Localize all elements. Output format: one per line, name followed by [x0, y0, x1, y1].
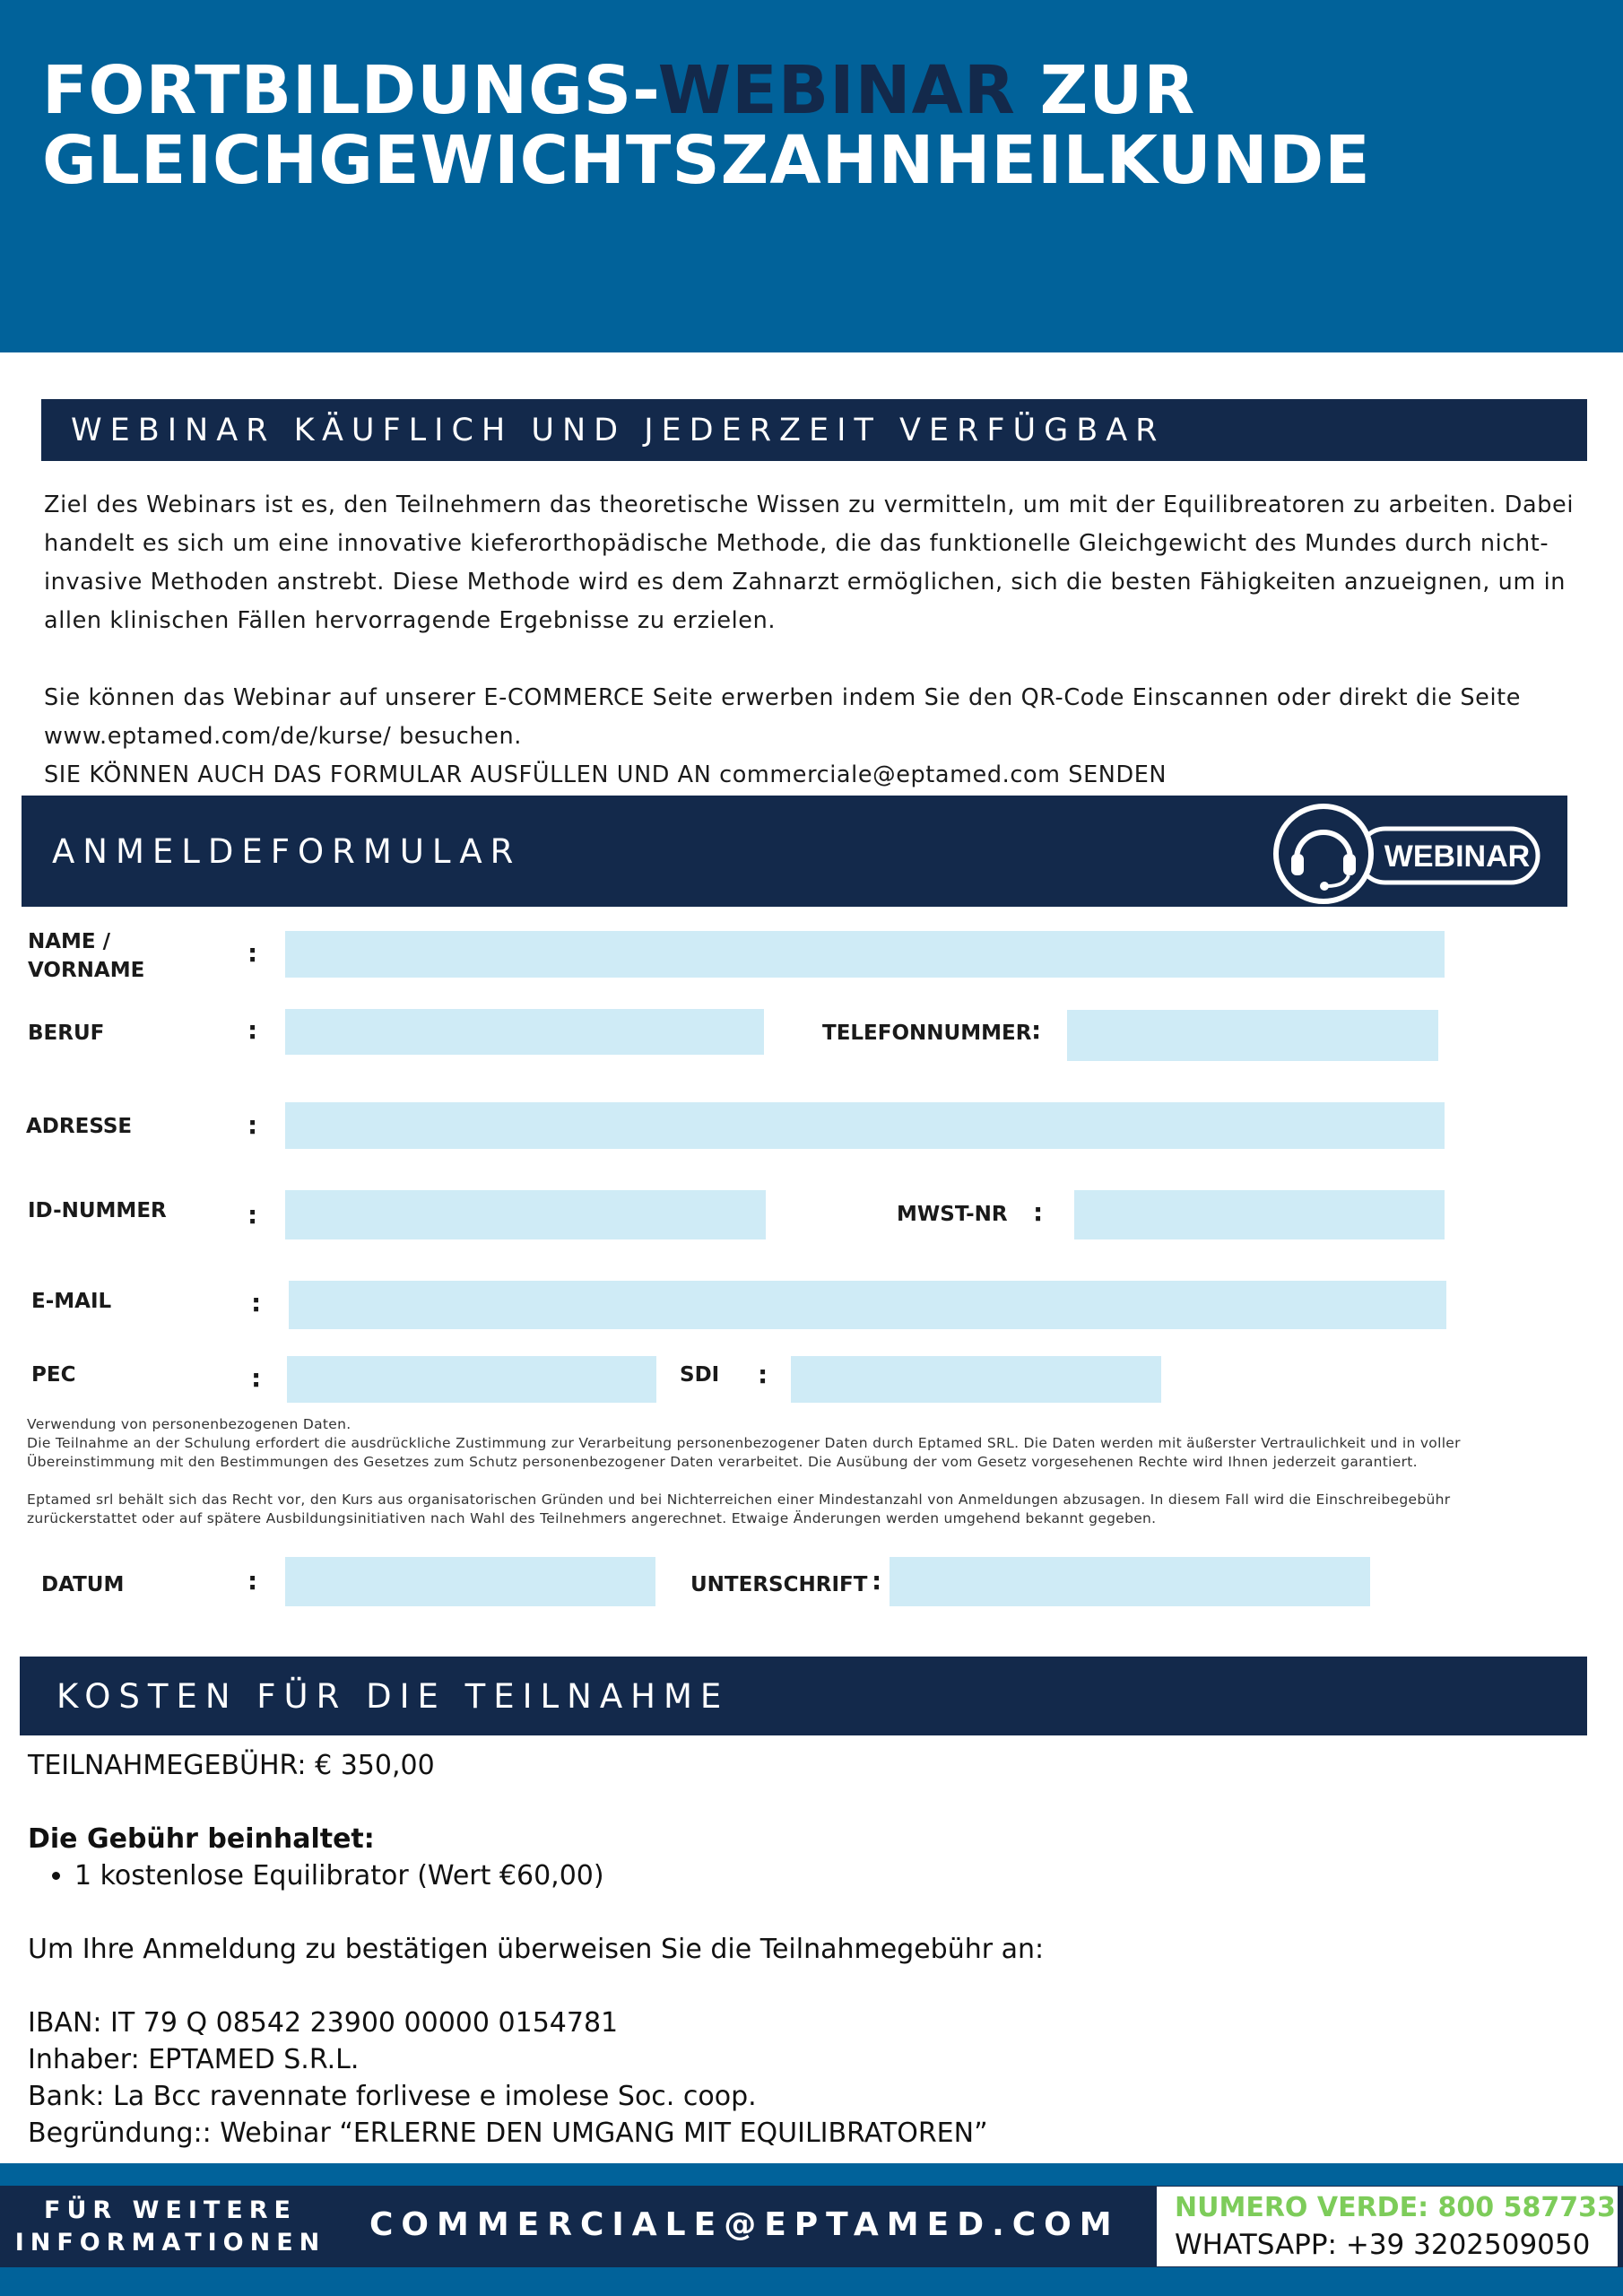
colon: : — [251, 1288, 262, 1318]
includes-heading: Die Gebühr beinhaltet: — [28, 1823, 375, 1855]
colon: : — [251, 1363, 262, 1393]
colon: : — [247, 938, 258, 968]
label-id-nummer: ID-NUMMER — [28, 1199, 167, 1222]
label-adresse: ADRESSE — [26, 1115, 133, 1138]
label-telefon: TELEFONNUMMER — [822, 1022, 1032, 1045]
title-accent: WEBINAR — [657, 52, 1016, 129]
footer-info — [0, 2195, 341, 2259]
pec-field[interactable] — [287, 1356, 656, 1403]
privacy-notice — [27, 1415, 1551, 1472]
colon: : — [247, 1015, 258, 1045]
section-heading-costs: KOSTEN FÜR DIE TEILNAHME — [20, 1657, 1587, 1735]
mwst-field[interactable] — [1074, 1190, 1445, 1239]
cancellation-notice: Eptamed srl behält sich das Recht vor, den Kurs aus organisatorischen Gründen und bei Nichterreichen einer Mindestanzahl von Anmeldungen abzusagen. In diesem Fall wird die Einschreibegebühr zurückerstattet oder auf spätere Ausbildungsinitiativen nach Wahl des Teilnehmers angerechnet. Etwaige Änderungen werden umgehend bekannt gegeben. — [27, 1492, 1451, 1526]
label-unterschrift: UNTERSCHRIFT — [690, 1573, 868, 1596]
name-field[interactable] — [285, 931, 1445, 978]
fee: TEILNAHMEGEBÜHR: € 350,00 — [28, 1750, 435, 1781]
label-datum: DATUM — [41, 1573, 125, 1596]
title-part: ZUR — [1015, 52, 1196, 129]
sdi-field[interactable] — [791, 1356, 1161, 1403]
label-pec: PEC — [31, 1363, 76, 1387]
datum-field[interactable] — [285, 1557, 655, 1606]
whatsapp-number: WHATSAPP: +39 3202509050 — [1175, 2229, 1591, 2261]
email-field[interactable] — [289, 1281, 1446, 1329]
label-name-line-1: NAME / — [28, 930, 111, 953]
title-line-2: GLEICHGEWICHTSZAHNHEILKUNDE — [42, 122, 1371, 199]
label-mwst: MWST-NR — [897, 1203, 1008, 1226]
footer-info-line-1: FÜR WEITERE — [44, 2196, 297, 2224]
intro-text — [44, 486, 1591, 795]
section-heading-form: ANMELDEFORMULAR — [22, 796, 1567, 907]
footer-email-link[interactable]: COMMERCIALE@EPTAMED.COM — [369, 2206, 1120, 2243]
badge-label: WEBINAR — [1384, 839, 1531, 874]
colon: : — [247, 1110, 258, 1140]
section-heading-available: WEBINAR KÄUFLICH UND JEDERZEIT VERFÜGBAR — [41, 399, 1587, 461]
transfer-note: Um Ihre Anmeldung zu bestätigen überweisen Sie die Teilnahmegebühr an: — [28, 1934, 1045, 1965]
colon: : — [247, 1200, 258, 1230]
label-sdi: SDI — [680, 1363, 720, 1387]
colon: : — [872, 1566, 882, 1596]
privacy-body: Die Teilnahme an der Schulung erfordert die ausdrückliche Zustimmung zur Verarbeitung personenbezogener Daten durch Eptamed SRL. Die Daten werden mit äußerster Vertraulichkeit und in voller Übereinstimmung mit den Bestimmungen des Gesetzes zum Schutz personenbezogener Daten verarbeitet. Die Ausübung der vom Gesetz vorgesehenen Rechte wird Ihnen jederzeit garantiert. — [27, 1435, 1461, 1470]
includes-list — [74, 1857, 1552, 1894]
colon: : — [1031, 1015, 1042, 1045]
label-email: E-MAIL — [31, 1290, 112, 1313]
telefon-field[interactable] — [1067, 1010, 1438, 1061]
label-beruf: BERUF — [28, 1022, 105, 1045]
intro-paragraph-3: SIE KÖNNEN AUCH DAS FORMULAR AUSFÜLLEN UND AN commerciale@eptamed.com SENDEN — [44, 761, 1167, 788]
footer-info-line-2: INFORMATIONEN — [14, 2229, 326, 2257]
payment-reason: Begründung:: Webinar “ERLERNE DEN UMGANG MIT EQUILIBRATOREN” — [28, 2118, 988, 2149]
colon: : — [1033, 1197, 1044, 1227]
unterschrift-field[interactable] — [890, 1557, 1370, 1606]
iban: IBAN: IT 79 Q 08542 23900 00000 0154781 — [28, 2007, 619, 2039]
numero-verde: NUMERO VERDE: 800 587733 — [1175, 2192, 1616, 2223]
title-part: FORTBILDUNGS- — [42, 52, 658, 129]
label-name-line-2: VORNAME — [28, 959, 145, 982]
bank-name: Bank: La Bcc ravennate forlivese e imolese Soc. coop. — [28, 2081, 757, 2112]
webinar-badge — [1273, 804, 1542, 904]
intro-paragraph-2: Sie können das Webinar auf unserer E-COMMERCE Seite erwerben indem Sie den QR-Code Einscannen oder direkt die Seite www.eptamed.com/de/kurse/ besuchen. — [44, 684, 1522, 750]
id-nummer-field[interactable] — [285, 1190, 766, 1239]
costs-content — [28, 1747, 1552, 2152]
account-holder: Inhaber: EPTAMED S.R.L. — [28, 2044, 360, 2075]
page-title — [42, 52, 1387, 199]
adresse-field[interactable] — [285, 1102, 1445, 1149]
beruf-field[interactable] — [285, 1009, 764, 1055]
intro-paragraph-1: Ziel des Webinars ist es, den Teilnehmern das theoretische Wissen zu vermitteln, um mit der Equilibreatoren zu arbeiten. Dabei handelt es sich um eine innovative kieferorthopädische Methode, die das funktionelle Gleichgewicht des Mundes durch nicht-invasive Methoden anstrebt. Diese Methode wird es dem Zahnarzt ermöglichen, sich die besten Fähigkeiten anzueignen, um in allen klinischen Fällen hervorragende Ergebnisse zu erzielen. — [44, 491, 1575, 634]
footer-contact-box — [1157, 2187, 1618, 2266]
label-name — [28, 927, 144, 985]
colon: : — [758, 1360, 768, 1389]
privacy-title: Verwendung von personenbezogenen Daten. — [27, 1416, 352, 1432]
colon: : — [247, 1566, 258, 1596]
list-item: • 1 kostenlose Equilibrator (Wert €60,00) — [74, 1857, 1552, 1894]
